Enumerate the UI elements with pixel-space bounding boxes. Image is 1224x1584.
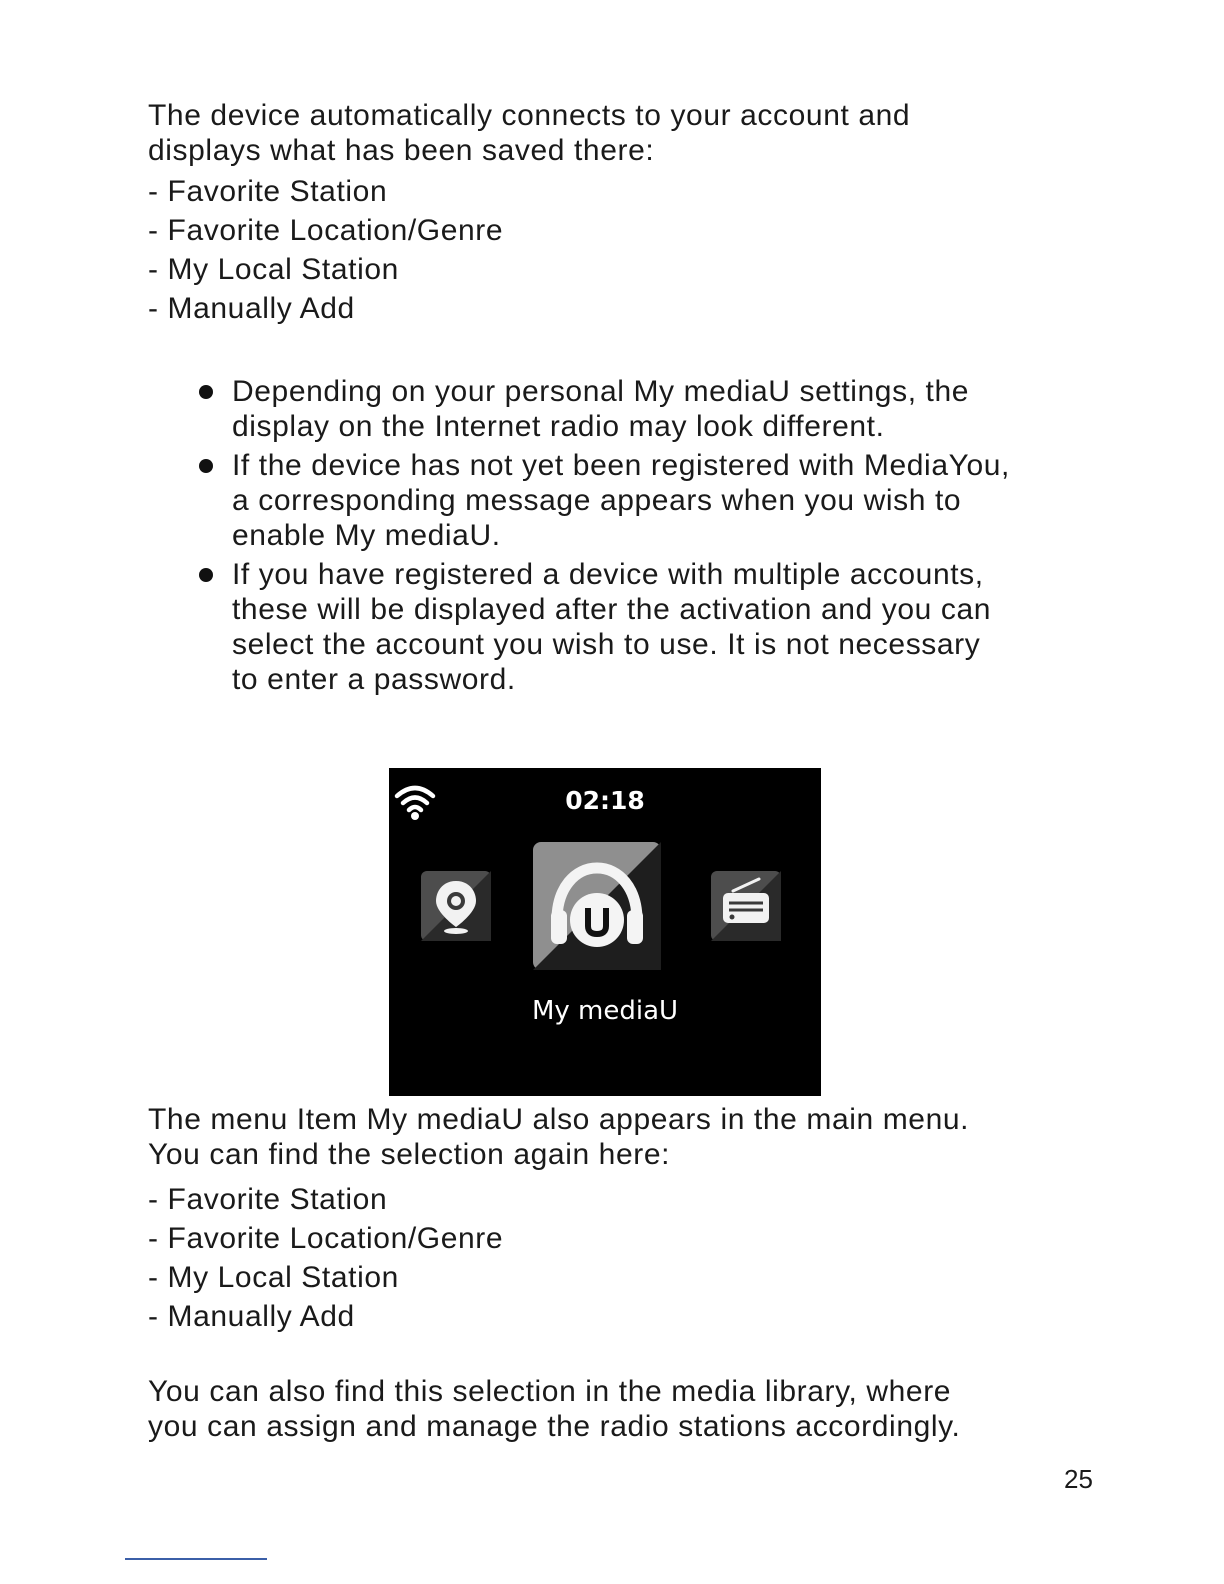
saved-items-list xyxy=(148,172,503,328)
clock-time: 02:18 xyxy=(565,786,645,815)
note-line: If you have registered a device with multiple accounts, xyxy=(232,558,984,591)
location-pin-icon[interactable] xyxy=(421,871,491,941)
note-item xyxy=(196,374,1096,444)
list-item: - My Local Station xyxy=(148,253,399,286)
note-line: display on the Internet radio may look different. xyxy=(232,410,885,443)
note-line: Depending on your personal My mediaU settings, the xyxy=(232,375,970,408)
device-screen xyxy=(389,768,821,1096)
page-number: 25 xyxy=(1064,1464,1093,1494)
list-item: - Favorite Station xyxy=(148,175,388,208)
intro-paragraph xyxy=(148,98,1108,168)
intro-line: displays what has been saved there: xyxy=(148,134,655,167)
footer-rule xyxy=(125,1558,267,1560)
bullet-icon xyxy=(199,459,213,473)
headphones-icon[interactable] xyxy=(533,842,661,970)
note-line: these will be displayed after the activation and you can xyxy=(232,593,992,626)
radio-icon[interactable] xyxy=(711,871,781,941)
caption-paragraph xyxy=(148,1102,1108,1172)
note-line: to enter a password. xyxy=(232,663,516,696)
outro-line: you can assign and manage the radio stations accordingly. xyxy=(148,1410,961,1443)
bullet-icon xyxy=(199,568,213,582)
menu-items-list xyxy=(148,1180,503,1336)
note-item xyxy=(196,448,1096,553)
screen-menu-label: My mediaU xyxy=(531,996,679,1026)
intro-line: The device automatically connects to your account and xyxy=(148,99,911,132)
note-line: enable My mediaU. xyxy=(232,519,501,552)
notes-list xyxy=(196,374,1096,701)
list-item: - Manually Add xyxy=(148,1300,355,1333)
bullet-icon xyxy=(199,385,213,399)
note-line: If the device has not yet been registered with MediaYou, xyxy=(232,449,1010,482)
list-item: - Favorite Location/Genre xyxy=(148,214,504,247)
list-item: - Favorite Station xyxy=(148,1183,388,1216)
note-item xyxy=(196,557,1096,697)
caption-line: The menu Item My mediaU also appears in the main menu. xyxy=(148,1103,970,1136)
outro-line: You can also find this selection in the media library, where xyxy=(148,1375,952,1408)
caption-line: You can find the selection again here: xyxy=(148,1138,671,1171)
outro-paragraph xyxy=(148,1374,1108,1444)
list-item: - Favorite Location/Genre xyxy=(148,1222,504,1255)
note-line: select the account you wish to use. It is not necessary xyxy=(232,628,981,661)
list-item: - Manually Add xyxy=(148,292,355,325)
list-item: - My Local Station xyxy=(148,1261,399,1294)
note-line: a corresponding message appears when you wish to xyxy=(232,484,962,517)
